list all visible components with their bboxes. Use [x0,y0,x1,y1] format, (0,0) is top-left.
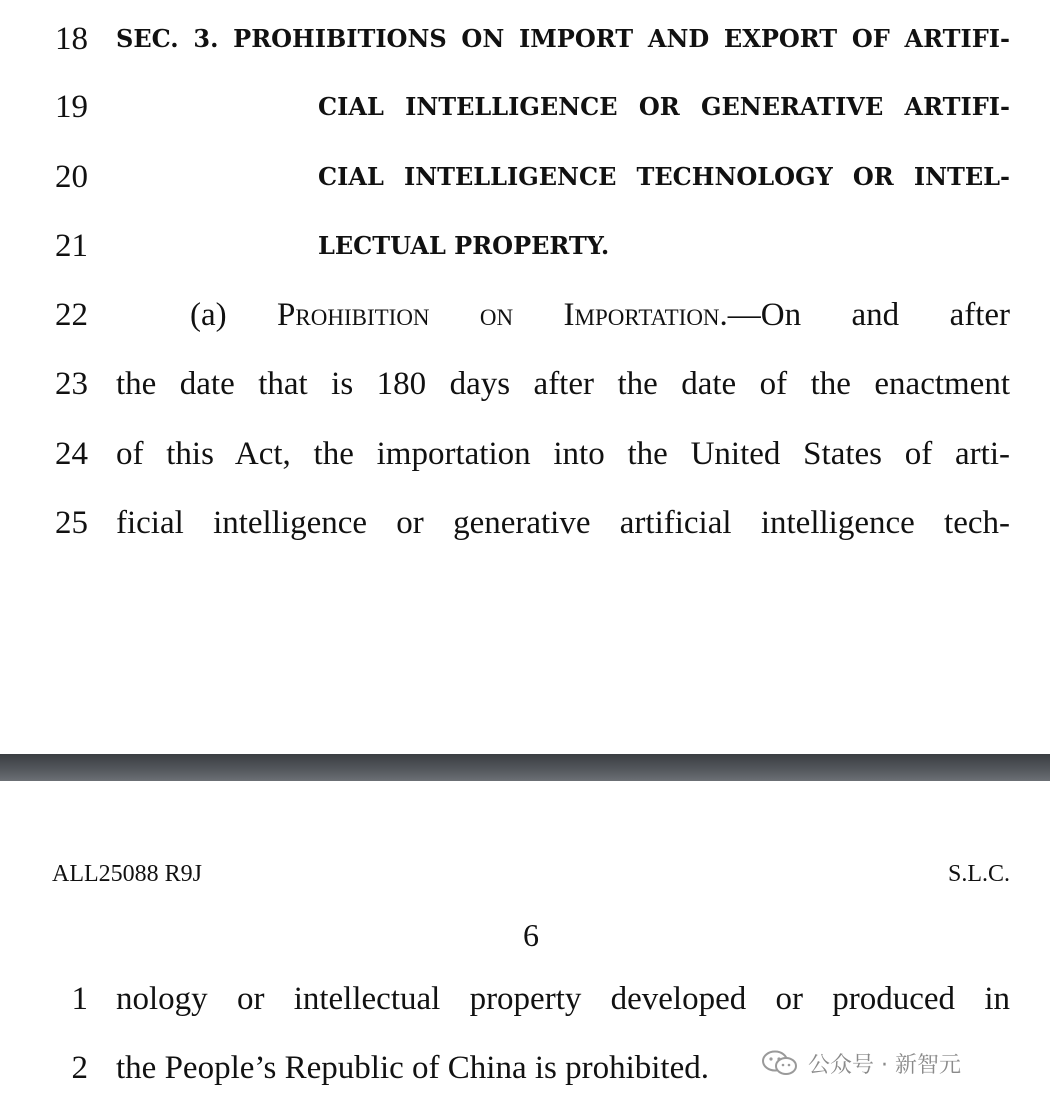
document-code: S.L.C. [947,861,1010,887]
page-number: 6 [523,917,539,953]
body-text-line: ficial intelligence or generative artificial intelligence tech- [116,505,1010,541]
body-text-line: of this Act, the importation into the United States of arti- [116,436,1010,472]
line-number: 22 [55,297,88,333]
body-text-line [190,299,1010,332]
section-heading-line: CIAL INTELLIGENCE OR GENERATIVE ARTIFI- [318,92,1010,121]
section-heading-line: SEC. 3. PROHIBITIONS ON IMPORT AND EXPORT OF ARTIFI- [116,24,1010,53]
line-number: 1 [71,981,88,1017]
line-number: 25 [55,505,88,541]
line-number: 18 [55,21,88,57]
section-heading-line: LECTUAL PROPERTY. [318,231,610,260]
line-number: 24 [55,436,88,472]
line-number: 23 [55,366,88,402]
page-divider [0,754,1050,781]
line-number: 19 [55,89,88,125]
subsection-heading: Prohibition on Importation. [277,297,728,333]
subsection-label: (a) [190,297,278,333]
line-number: 2 [71,1050,88,1086]
line-number: 20 [55,159,88,195]
watermark-text: 公众号 · 新智元 [808,1052,961,1078]
line-number: 21 [55,228,88,264]
subsection-text: —On and after [727,297,1011,333]
bill-identifier: ALL25088 R9J [52,861,202,887]
body-text-line: the People’s Republic of China is prohibited. [116,1050,710,1086]
body-text-line: the date that is 180 days after the date of the enactment [116,366,1010,402]
body-text-line: nology or intellectual property developed or produced in [116,981,1010,1017]
wechat-icon [760,1050,800,1076]
section-heading-line: CIAL INTELLIGENCE TECHNOLOGY OR INTEL- [318,162,1010,191]
watermark [760,1048,961,1078]
